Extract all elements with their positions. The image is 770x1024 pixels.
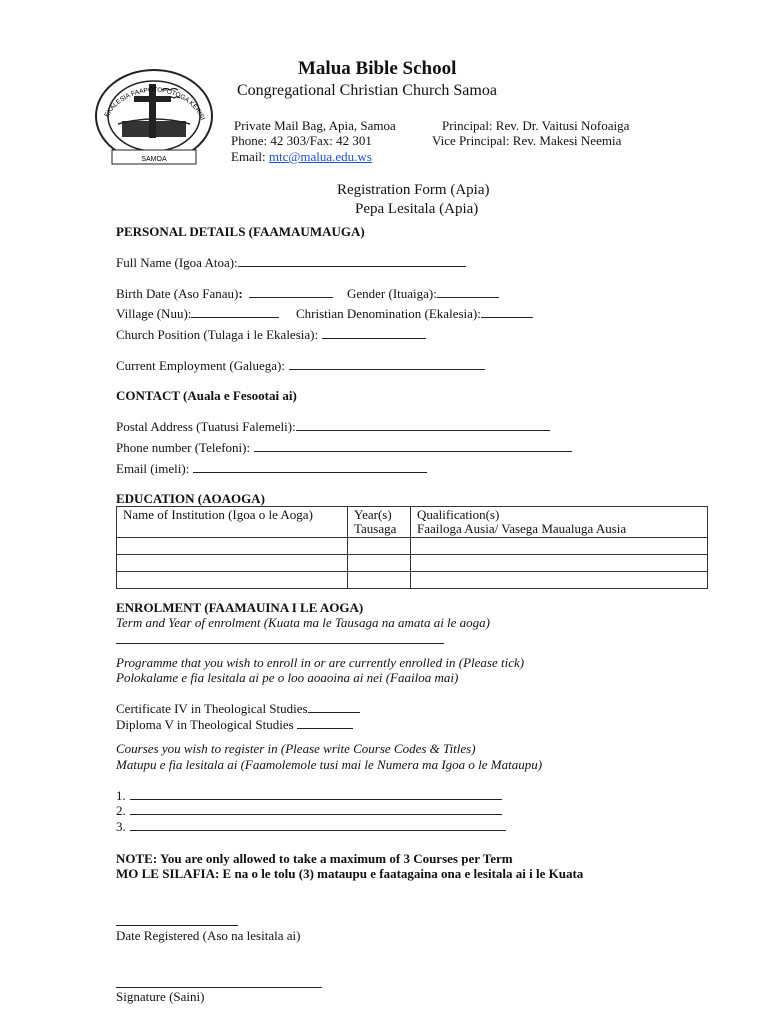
course-item-1-label: 1. <box>116 788 126 803</box>
phone-field[interactable] <box>116 440 572 456</box>
contact-heading: CONTACT (Auala e Fesootai ai) <box>116 388 297 403</box>
full-name-label: Full Name (Igoa Atoa): <box>116 255 238 270</box>
signature-label: Signature (Saini) <box>116 989 205 1004</box>
denomination-field[interactable] <box>296 306 533 322</box>
personal-heading: PERSONAL DETAILS (FAAMAUMAUGA) <box>116 224 365 239</box>
table-row[interactable] <box>117 538 708 555</box>
phone-label: Phone number (Telefoni): <box>116 440 251 455</box>
school-name: Malua Bible School <box>298 58 457 79</box>
course-item-2[interactable] <box>116 803 502 819</box>
cell-qualification[interactable] <box>411 555 708 572</box>
gender-field[interactable] <box>347 286 499 302</box>
programme-en: Programme that you wish to enroll in or are currently enrolled in (Please tick) <box>116 655 525 670</box>
diploma-option[interactable] <box>116 717 353 733</box>
village-label: Village (Nuu): <box>116 306 192 321</box>
email-link[interactable]: mtc@malua.edu.ws <box>268 149 372 164</box>
table-row[interactable] <box>117 572 708 589</box>
signature-line[interactable] <box>116 987 322 988</box>
employment-label: Current Employment (Galuega): <box>116 358 285 373</box>
note-en: NOTE: You are only allowed to take a maximum of 3 Courses per Term <box>116 851 513 866</box>
programme-sm: Polokalame e fia lesitala ai pe o loo aoaoina ai nei (Faailoa mai) <box>116 670 459 685</box>
phone-line: Phone: 42 303/Fax: 42 301 <box>231 133 372 148</box>
term-year-line[interactable] <box>116 643 444 644</box>
col-institution-label: Name of Institution (Igoa o le Aoga) <box>123 507 313 522</box>
logo-text-bottom: SAMOA <box>141 156 167 163</box>
education-table <box>116 506 708 589</box>
col-qual-label-2: Faailoga Ausia/ Vasega Maualuga Ausia <box>417 521 627 536</box>
cell-institution[interactable] <box>117 555 348 572</box>
date-registered-line[interactable] <box>116 925 238 926</box>
certificate-option[interactable] <box>116 701 360 717</box>
church-name: Congregational Christian Church Samoa <box>237 82 497 99</box>
col-year-label-2: Tausaga <box>354 521 397 536</box>
course-item-2-label: 2. <box>116 803 126 818</box>
denomination-label: Christian Denomination (Ekalesia): <box>296 306 481 321</box>
email-field[interactable] <box>116 461 427 477</box>
cell-institution[interactable] <box>117 538 348 555</box>
cell-institution[interactable] <box>117 572 348 589</box>
village-field[interactable] <box>116 306 279 322</box>
form-title: Registration Form (Apia) <box>337 182 490 198</box>
col-institution <box>117 507 348 538</box>
email-label-contact: Email (imeli): <box>116 461 190 476</box>
vice-principal: Vice Principal: Rev. Makesi Neemia <box>432 133 622 148</box>
address-line: Private Mail Bag, Apia, Samoa <box>234 118 396 133</box>
certificate-label: Certificate IV in Theological Studies <box>116 701 308 716</box>
diploma-label: Diploma V in Theological Studies <box>116 717 297 732</box>
cell-year[interactable] <box>348 572 411 589</box>
postal-field[interactable] <box>116 419 550 435</box>
course-item-1[interactable] <box>116 788 502 804</box>
note-sm: MO LE SILAFIA: E na o le tolu (3) mataupu e faatagaina ona e lesitala ai i le Kuata <box>116 866 584 881</box>
cell-qualification[interactable] <box>411 572 708 589</box>
birth-colon: : <box>238 286 243 301</box>
col-qualification <box>411 507 708 538</box>
church-position-label: Church Position (Tulaga i le Ekalesia): <box>116 327 319 342</box>
term-year-label: Term and Year of enrolment (Kuata ma le Tausaga na amata ai le aoga) <box>116 615 491 630</box>
email-label: Email: <box>231 149 269 164</box>
full-name-field[interactable] <box>116 255 466 271</box>
gender-label: Gender (Ituaiga): <box>347 286 437 301</box>
education-heading: EDUCATION (AOAOGA) <box>116 491 265 506</box>
employment-field[interactable] <box>116 358 485 374</box>
postal-label: Postal Address (Tuatusi Falemeli): <box>116 419 296 434</box>
col-qual-label-1: Qualification(s) <box>417 507 500 522</box>
form-subtitle: Pepa Lesitala (Apia) <box>355 201 479 217</box>
course-item-3-label: 3. <box>116 819 126 834</box>
church-position-field[interactable] <box>116 327 426 343</box>
school-logo <box>92 66 216 170</box>
courses-en: Courses you wish to register in (Please write Course Codes & Titles) <box>116 741 476 756</box>
principal: Principal: Rev. Dr. Vaitusi Nofoaiga <box>442 118 630 133</box>
enrolment-heading: ENROLMENT (FAAMAUINA I LE AOGA) <box>116 600 364 615</box>
birth-date-field[interactable] <box>116 286 333 302</box>
birth-date-label: Birth Date (Aso Fanau) <box>116 286 239 301</box>
col-year <box>348 507 411 538</box>
courses-sm: Matupu e fia lesitala ai (Faamolemole tusi mai le Numera ma Igoa o le Mataupu) <box>116 757 543 772</box>
cell-qualification[interactable] <box>411 538 708 555</box>
cell-year[interactable] <box>348 555 411 572</box>
email-line <box>231 149 372 165</box>
logo-text-arc: EKALESIA FAAPOTOPOTOGA KERISI <box>103 86 207 122</box>
cell-year[interactable] <box>348 538 411 555</box>
table-row[interactable] <box>117 555 708 572</box>
course-item-3[interactable] <box>116 819 506 835</box>
date-registered-label: Date Registered (Aso na lesitala ai) <box>116 928 301 943</box>
col-year-label-1: Year(s) <box>354 507 392 522</box>
